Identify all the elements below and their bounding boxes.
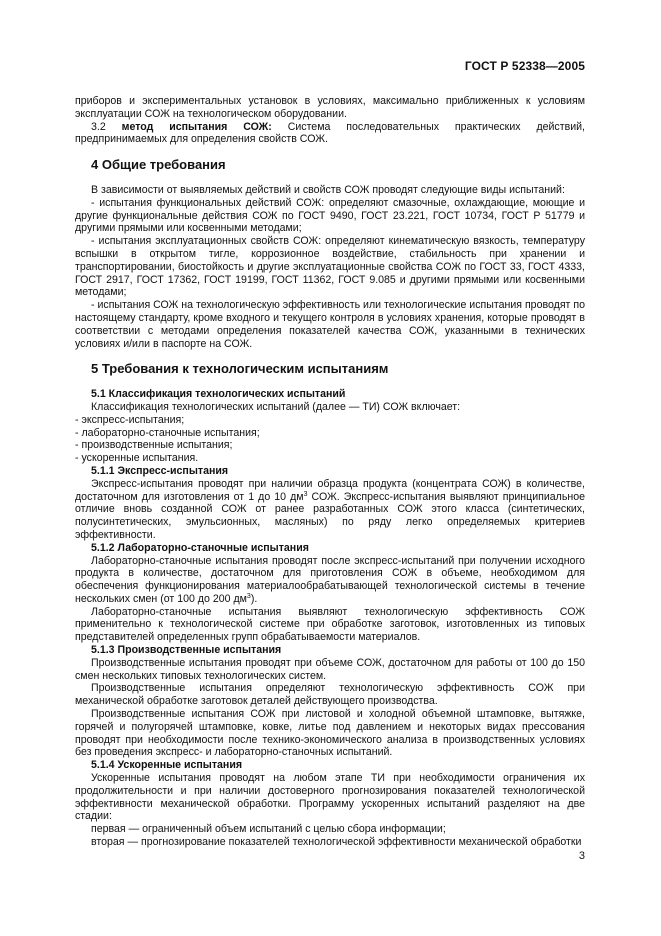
list-item: - экспресс-испытания; xyxy=(75,413,185,426)
subsection-5-1-4-text: первая — ограниченный объем испытаний с целью сбора информации; xyxy=(91,823,446,836)
subsection-5-1-3-text: Производственные испытания СОЖ при листовой и холодной объемной штамповке, вытяжке, горячей и полугорячей штамповке, ковке, литье под давлением и некоторых видах прессования проводят при необходимости после технико-экономического анализа в производственных условиях без проведения экспресс- и лабораторно-станочных испытаний. xyxy=(75,708,585,759)
list-item: - ускоренные испытания. xyxy=(75,452,199,465)
definition-3-2 xyxy=(75,121,585,147)
subsection-5-1-1-text: Экспресс-испытания проводят при наличии образца продукта (концентрата СОЖ) в количестве, достаточном для изготовления от 1 до 10 $дм^3$ СОЖ. Экспресс-испытания выявляют принципиальное отличие вновь созданной СОЖ от ранее разработанных СОЖ этого класса (синтетических, полусинтетических, эмульсионных, масляных) по ряду легко определяемых критериев эффективности. xyxy=(75,477,585,541)
subsection-5-1-3-text: Производственные испытания определяют технологическую эффективность СОЖ при механической обработке заготовок деталей действующего производства. xyxy=(75,682,585,708)
section-4-item: - испытания СОЖ на технологическую эффективность или технологические испытания проводят по настоящему стандарту, кроме входного и текущего контроля в условиях хранения, которые проводят в соответствии с методами определения показателей качества СОЖ, указанными в технических условиях и/или в паспорте на СОЖ. xyxy=(75,299,585,350)
document-body xyxy=(75,95,585,849)
subsection-5-1-1-title: 5.1.1 Экспресс-испытания xyxy=(91,464,229,477)
list-item: - лабораторно-станочные испытания; xyxy=(75,426,260,439)
subsection-5-1-3-title: 5.1.3 Производственные испытания xyxy=(91,644,282,657)
subsection-5-1-3-text: Производственные испытания проводят при объеме СОЖ, достаточном для работы от 100 до 150 смен нескольких типовых технологических систем. xyxy=(75,656,585,682)
section-5-title: 5 Требования к технологическим испытаниям xyxy=(91,361,389,377)
page-number: 3 xyxy=(578,850,585,862)
subsection-5-1-intro: Классификация технологических испытаний (далее — ТИ) СОЖ включает: xyxy=(91,400,461,413)
subsection-5-1-2-text: Лабораторно-станочные испытания выявляют технологическую эффективность СОЖ применительно к технологической системе при обработке заготовок, изготовленных из типовых представителей определенных групп обрабатываемости материалов. xyxy=(75,605,585,644)
subsection-5-1-title: 5.1 Классификация технологических испытаний xyxy=(91,388,346,401)
list-item: - производственные испытания; xyxy=(75,439,233,452)
subsection-5-1-2-text: Лабораторно-станочные испытания проводят после экспресс-испытаний при получении исходного продукта в количестве, достаточном для приготовления СОЖ в объеме, необходимом для обеспечения функционирования материалообрабатывающей технологической системы в течение нескольких смен (от 100 до 200 $дм^3$). xyxy=(75,554,585,605)
defined-term: метод испытания СОЖ: xyxy=(121,120,272,133)
subsection-5-1-4-text: вторая — прогнозирование показателей технологической эффективности механической обработки xyxy=(91,836,582,849)
paragraph-continued: приборов и экспериментальных установок в условиях, максимально приближенных к условиям эксплуатации СОЖ на технологическом оборудовании. xyxy=(75,95,585,120)
subsection-5-1-2-title: 5.1.2 Лабораторно-станочные испытания xyxy=(91,541,309,554)
subsection-5-1-4-text: Ускоренные испытания проводят на любом этапе ТИ при необходимости ограничения их продолжительности и при наличии достоверного прогнозирования показателей технологической эффективности механической обработки. Программу ускоренных испытаний разделяют на две стадии: xyxy=(75,772,585,823)
subsection-5-1-4-title: 5.1.4 Ускоренные испытания xyxy=(91,759,243,772)
section-4-intro: В зависимости от выявляемых действий и свойств СОЖ проводят следующие виды испытаний: xyxy=(91,183,565,196)
section-4-item: - испытания функциональных действий СОЖ: определяют смазочные, охлаждающие, моющие и другие функциональные действия СОЖ по ГОСТ 9490, ГОСТ 23.221, ГОСТ 10734, ГОСТ Р 51779 и другими прямыми или косвенными методами; xyxy=(75,196,585,235)
section-4-title: 4 Общие требования xyxy=(91,157,226,173)
definition-text: Система последовательных практических действий, предпринимаемых для определения свойств СОЖ. xyxy=(75,120,585,146)
clause-number: 3.2 xyxy=(91,120,106,133)
document-header: ГОСТ Р 52338—2005 xyxy=(464,59,585,73)
section-4-item: - испытания эксплуатационных свойств СОЖ: определяют кинематическую вязкость, температуру вспышки в открытом тигле, коррозионное воздействие, стабильность при хранении и транспортировании, биостойкость и другие эксплуатационные свойства СОЖ по ГОСТ 33, ГОСТ 4333, ГОСТ 2917, ГОСТ 17362, ГОСТ 19199, ГОСТ 11362, ГОСТ 9.085 и другими прямыми или косвенными методами; xyxy=(75,235,585,299)
